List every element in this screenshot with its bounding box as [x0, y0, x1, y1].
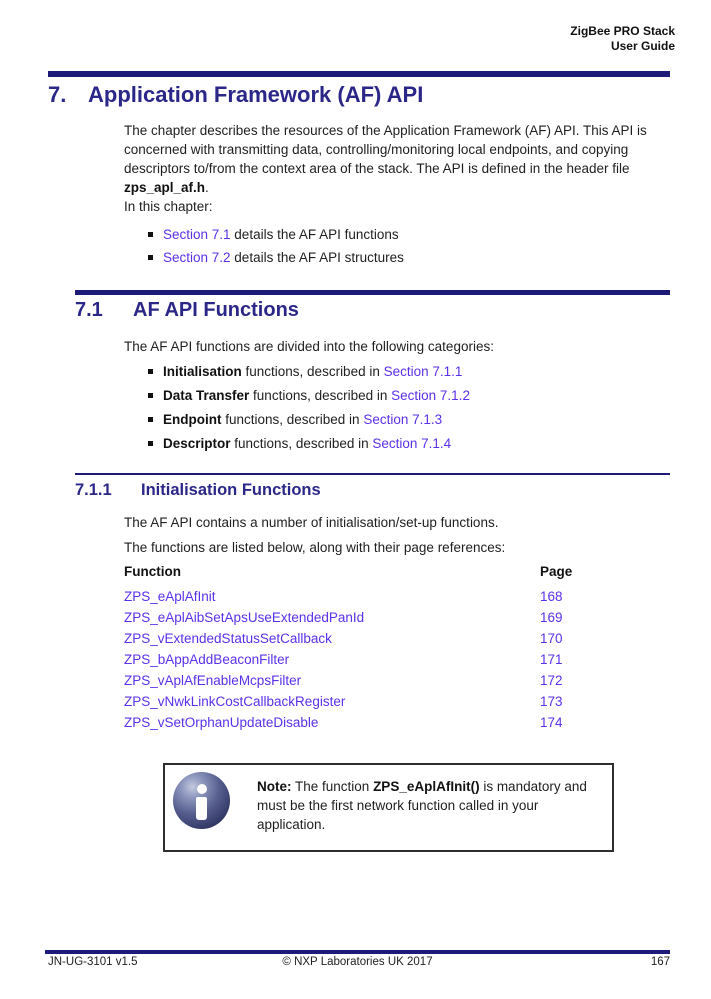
section-bullet-list [148, 362, 470, 458]
footer-page-number: 167 [650, 956, 670, 968]
page-link[interactable]: 172 [540, 673, 563, 688]
section-7-1-3-link[interactable]: Section 7.1.3 [363, 412, 443, 427]
intro-period: . [205, 180, 209, 195]
info-icon-dot [197, 784, 207, 794]
subsection-paragraph-1: The AF API contains a number of initialisation/set-up functions. [124, 515, 499, 530]
table-row [124, 629, 594, 650]
chapter-bullet-list [148, 225, 404, 271]
note-seg2: is mandatory and must be the first network function called in your application. [257, 779, 587, 832]
page-link[interactable]: 171 [540, 652, 563, 667]
page-link[interactable]: 173 [540, 694, 563, 709]
footer-doc-ref: JN-UG-3101 v1.5 [48, 956, 138, 968]
page-link[interactable]: 169 [540, 610, 563, 625]
subsection-paragraph-2: The functions are listed below, along with their page references: [124, 540, 506, 555]
category-name: Endpoint [163, 412, 222, 427]
bullet-square-icon [148, 441, 153, 446]
subsection-rule [75, 473, 670, 475]
bullet-rest: details the AF API structures [230, 250, 404, 265]
page-column-header: Page [540, 564, 573, 579]
info-icon-stem [196, 797, 207, 820]
bullet-square-icon [148, 393, 153, 398]
function-link[interactable]: ZPS_vExtendedStatusSetCallback [124, 631, 332, 646]
section-rule [75, 290, 670, 295]
bullet-text [163, 386, 470, 405]
bullet-square-icon [148, 417, 153, 422]
function-link[interactable]: ZPS_eAplAibSetApsUseExtendedPanId [124, 610, 365, 625]
section-7-1-link[interactable]: Section 7.1 [163, 227, 231, 242]
function-link[interactable]: ZPS_vAplAfEnableMcpsFilter [124, 673, 302, 688]
subsection-title: Initialisation Functions [141, 481, 321, 499]
doc-subtitle: User Guide [610, 39, 675, 53]
table-row [124, 587, 594, 608]
bullet-mid: functions, described in [230, 436, 373, 451]
header-filename: zps_apl_af.h [124, 180, 206, 195]
note-seg1: The function [291, 779, 374, 794]
bullet-mid: functions, described in [249, 388, 392, 403]
chapter-intro-paragraph [124, 121, 677, 197]
page-link[interactable]: 170 [540, 631, 563, 646]
list-item [148, 386, 470, 405]
bullet-text [163, 362, 462, 381]
function-column-header: Function [124, 564, 181, 579]
list-item [148, 248, 404, 267]
section-7-1-2-link[interactable]: Section 7.1.2 [391, 388, 470, 403]
chapter-rule [48, 71, 670, 77]
subsection-number: 7.1.1 [75, 481, 112, 499]
bullet-text [163, 410, 442, 429]
note-function-name: ZPS_eAplAfInit() [373, 779, 480, 794]
list-item [148, 410, 470, 429]
note-box [163, 763, 614, 852]
bullet-text [163, 248, 404, 267]
function-link[interactable]: ZPS_vNwkLinkCostCallbackRegister [124, 694, 346, 709]
running-header [570, 24, 675, 54]
list-item [148, 362, 470, 381]
list-item [148, 434, 470, 453]
bullet-text [163, 434, 451, 453]
page-link[interactable]: 174 [540, 715, 563, 730]
table-row [124, 608, 594, 629]
category-name: Initialisation [163, 364, 242, 379]
note-label: Note: [257, 779, 292, 794]
chapter-heading [48, 82, 423, 108]
section-number: 7.1 [75, 299, 103, 321]
bullet-rest: details the AF API functions [230, 227, 399, 242]
chapter-title: Application Framework (AF) API [88, 82, 424, 107]
category-name: Data Transfer [163, 388, 250, 403]
section-7-2-link[interactable]: Section 7.2 [163, 250, 231, 265]
bullet-mid: functions, described in [221, 412, 364, 427]
category-name: Descriptor [163, 436, 231, 451]
bullet-square-icon [148, 232, 153, 237]
section-intro-paragraph: The AF API functions are divided into the following categories: [124, 339, 494, 354]
in-this-chapter-label: In this chapter: [124, 199, 213, 214]
list-item [148, 225, 404, 244]
page-link[interactable]: 168 [540, 589, 563, 604]
function-page-table [124, 562, 594, 734]
section-7-1-1-link[interactable]: Section 7.1.1 [383, 364, 463, 379]
table-row [124, 650, 594, 671]
page-footer [45, 956, 670, 972]
doc-title: ZigBee PRO Stack [570, 24, 675, 38]
table-row [124, 692, 594, 713]
info-icon [173, 772, 230, 829]
bullet-square-icon [148, 255, 153, 260]
function-link[interactable]: ZPS_vSetOrphanUpdateDisable [124, 715, 319, 730]
bullet-mid: functions, described in [241, 364, 384, 379]
chapter-number: 7. [48, 82, 67, 107]
section-heading [75, 299, 299, 322]
function-link[interactable]: ZPS_bAppAddBeaconFilter [124, 652, 290, 667]
footer-rule [45, 950, 670, 954]
note-text [257, 777, 605, 834]
table-row [124, 713, 594, 734]
intro-text: The chapter describes the resources of the Application Framework (AF) API. This API is concerned with transmitting data, controlling/monitoring local endpoints, and copying descriptors to/from the context area of the stack. The API is defined in the header file [124, 123, 647, 176]
bullet-text [163, 225, 399, 244]
subsection-heading [75, 481, 321, 500]
section-title: AF API Functions [133, 299, 299, 321]
footer-copyright: © NXP Laboratories UK 2017 [282, 956, 433, 968]
section-7-1-4-link[interactable]: Section 7.1.4 [372, 436, 452, 451]
table-row [124, 671, 594, 692]
bullet-square-icon [148, 369, 153, 374]
function-link[interactable]: ZPS_eAplAfInit [124, 589, 216, 604]
table-header-row [124, 562, 594, 587]
